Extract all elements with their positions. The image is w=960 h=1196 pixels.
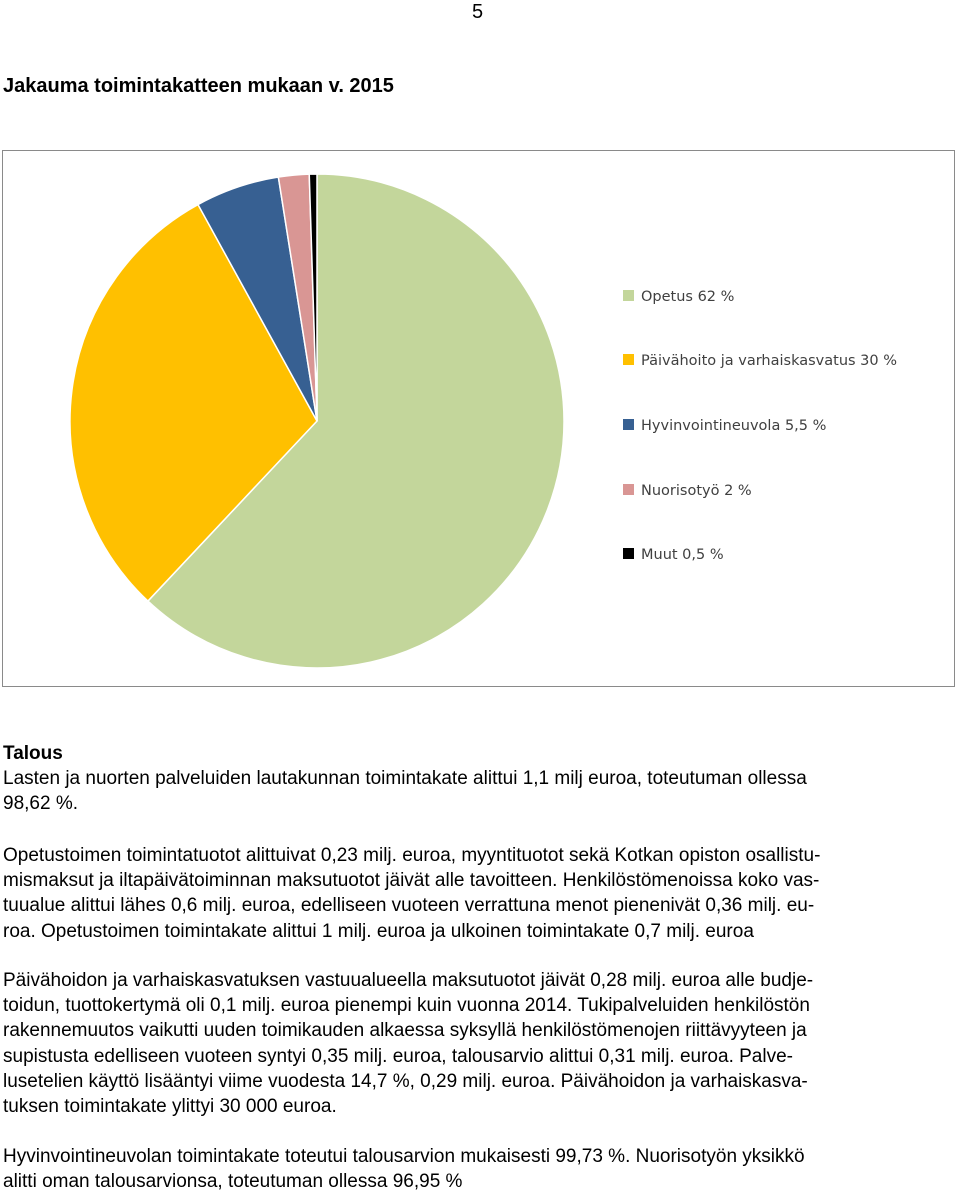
paragraph-1: [3, 766, 955, 816]
legend-label: Muut 0,5 %: [641, 547, 724, 563]
legend-swatch: [623, 290, 634, 301]
paragraph-2-line: Opetustoimen toimintatuotot alittuivat 0,23 milj. euroa, myyntituotot sekä Kotkan opiston osallistu-: [3, 845, 821, 866]
paragraph-3-line: toidun, tuottokertymä oli 0,1 milj. euroa pienempi kuin vuonna 2014. Tukipalveluiden henkilöstön: [3, 995, 810, 1017]
legend-label: Opetus 62 %: [641, 289, 735, 305]
paragraph-2: [3, 843, 955, 944]
legend-label: Hyvinvointineuvola 5,5 %: [641, 418, 827, 434]
paragraph-3-line: Päivähoidon ja varhaiskasvatuksen vastuualueella maksutuotot jäivät 0,28 milj. euroa alle budje-: [3, 970, 814, 991]
talous-heading: Talous: [3, 743, 63, 764]
paragraph-3-line: rakennemuutos vaikutti uuden toimikauden alkaessa syksyllä henkilöstömenojen riittävyyteen ja: [3, 1020, 807, 1042]
paragraph-3-line: supistusta edelliseen vuoteen syntyi 0,35 milj. euroa, talousarvio alittui 0,31 milj. euroa. Palve-: [3, 1045, 793, 1067]
paragraph-2-line: tuualue alittui lähes 0,6 milj. euroa, edelliseen vuoteen verrattuna menot pienenivät 0,36 milj. eu-: [3, 895, 815, 917]
section-title: Jakauma toimintakatteen mukaan v. 2015: [3, 75, 394, 97]
legend-swatch: [623, 354, 634, 365]
paragraph-1-line: 98,62 %.: [3, 793, 78, 815]
legend-item: [623, 482, 752, 500]
legend-label: Nuorisotyö 2 %: [641, 483, 752, 499]
paragraph-1-line: Lasten ja nuorten palveluiden lautakunnan toimintakate alittui 1,1 milj euroa, toteutuman ollessa: [3, 768, 807, 789]
legend-swatch: [623, 484, 634, 495]
paragraph-4: [3, 1144, 955, 1194]
legend-item: [623, 417, 826, 435]
legend-item: [623, 288, 734, 306]
page-number: 5: [472, 1, 484, 23]
legend-label: Päivähoito ja varhaiskasvatus 30 %: [641, 353, 898, 369]
paragraph-3-line: tuksen toimintakate ylittyi 30 000 euroa.: [3, 1096, 337, 1118]
legend-item: [623, 546, 724, 564]
pie-chart-frame: [2, 150, 955, 687]
paragraph-4-line: Hyvinvointineuvolan toimintakate toteutui talousarvion mukaisesti 99,73 %. Nuorisotyön yksikkö: [3, 1146, 805, 1167]
legend-swatch: [623, 419, 634, 430]
legend-swatch: [623, 548, 634, 559]
paragraph-4-line: alitti oman talousarvionsa, toteutuman ollessa 96,95 %: [3, 1171, 463, 1193]
paragraph-3: [3, 968, 955, 1119]
paragraph-2-line: mismaksut ja iltapäivätoiminnan maksutuotot jäivät alle tavoitteen. Henkilöstömenoissa koko vas-: [3, 870, 820, 892]
paragraph-2-line: roa. Opetustoimen toimintakate alittui 1 milj. euroa ja ulkoinen toimintakate 0,7 milj. euroa: [3, 920, 754, 942]
legend-item: [623, 352, 897, 370]
paragraph-3-line: lusetelien käyttö lisääntyi viime vuodesta 14,7 %, 0,29 milj. euroa. Päivähoidon ja varhaiskasva-: [3, 1070, 808, 1092]
